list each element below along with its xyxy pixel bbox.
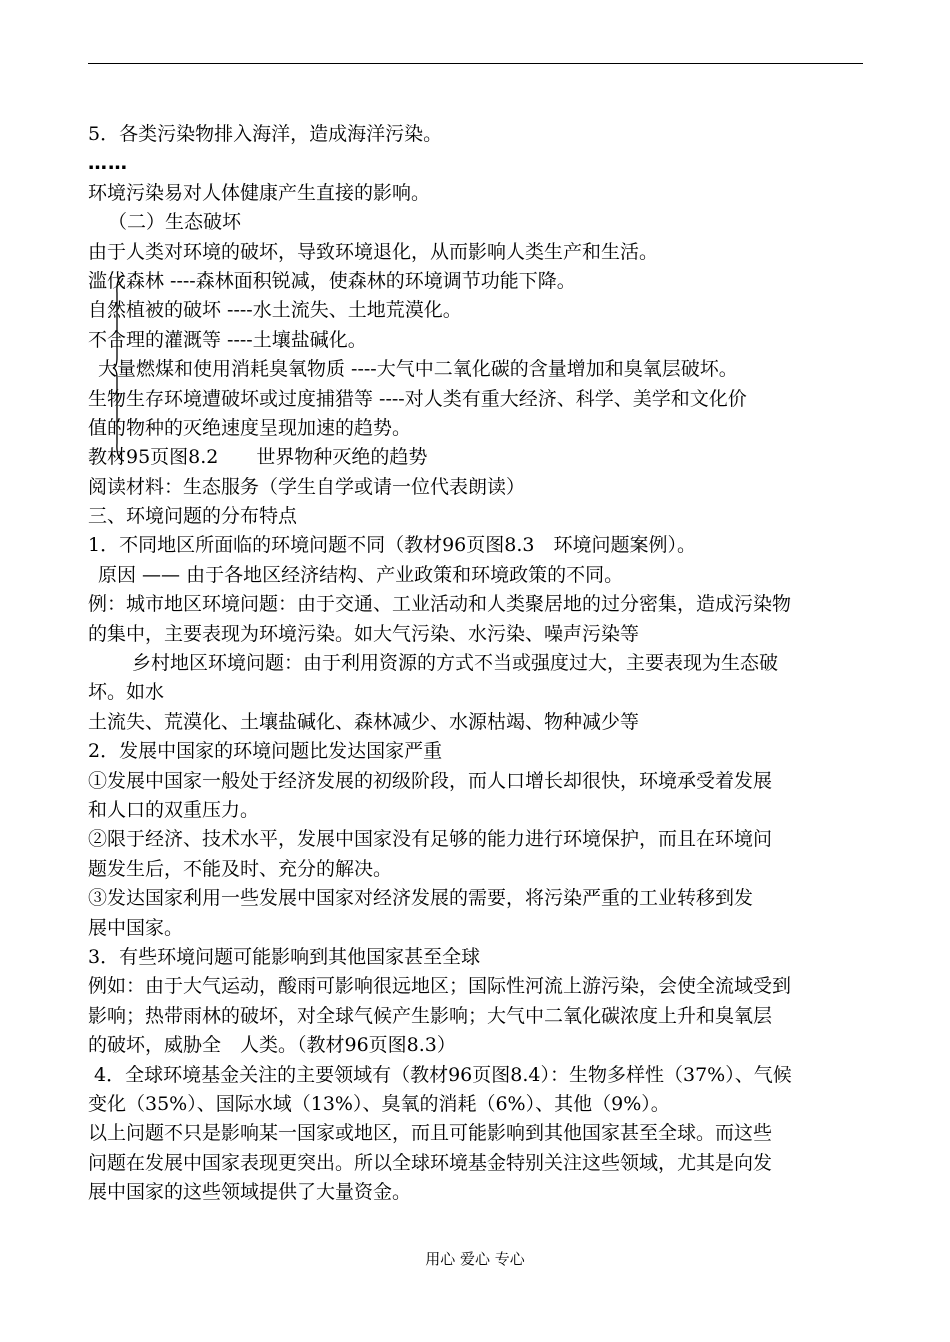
text-line: ②限于经济、技术水平，发展中国家没有足够的能力进行环境保护，而且在环境问 — [88, 828, 773, 851]
page-footer: 用心 爱心 专心 — [425, 1250, 525, 1268]
text-line: 展中国家的这些领域提供了大量资金。 — [88, 1181, 412, 1204]
text-line: 原因 —— 由于各地区经济结构、产业政策和环境政策的不同。 — [98, 563, 624, 586]
text-line: 的破坏，威胁全 人类。（教材96页图8.3） — [88, 1034, 456, 1057]
list-item: 大量燃煤和使用消耗臭氧物质 ----大气中二氧化碳的含量增加和臭氧层破坏。 — [98, 358, 738, 381]
text-line: 2．发展中国家的环境问题比发达国家严重 — [88, 740, 443, 763]
text-line: ①发展中国家一般处于经济发展的初级阶段，而人口增长却很快，环境承受着发展 — [88, 769, 773, 792]
text-line: 例：城市地区环境问题：由于交通、工业活动和人类聚居地的过分密集，造成污染物 — [88, 593, 792, 616]
text-line: 的集中，主要表现为环境污染。如大气污染、水污染、噪声污染等 — [88, 622, 640, 645]
text-line: 环境污染易对人体健康产生直接的影响。 — [88, 181, 431, 204]
text-line: 乡村地区环境问题：由于利用资源的方式不当或强度过大，主要表现为生态破 — [132, 652, 779, 675]
text-line: 3．有些环境问题可能影响到其他国家甚至全球 — [88, 945, 481, 968]
list-item: 自然植被的破坏 ----水土流失、土地荒漠化。 — [88, 299, 462, 322]
figure-reference: 教材95页图8.2 世界物种灭绝的趋势 — [88, 446, 428, 469]
text-line: 变化（35%）、国际水域（13%）、臭氧的消耗（6%）、其他（9%）。 — [88, 1092, 670, 1115]
section-heading: （二）生态破坏 — [108, 211, 242, 234]
text-line: 问题在发展中国家表现更突出。所以全球环境基金特别关注这些领域，尤其是向发 — [88, 1151, 773, 1174]
text-line: 展中国家。 — [88, 916, 184, 939]
text-line: 值的物种的灭绝速度呈现加速的趋势。 — [88, 416, 412, 439]
document-body — [88, 120, 863, 1207]
text-line: 和人口的双重压力。 — [88, 798, 260, 821]
list-item: 滥伐森林 ----森林面积锐减，使森林的环境调节功能下降。 — [88, 269, 576, 292]
text-line: 坏。如水 — [88, 681, 165, 704]
ellipsis-line: …… — [88, 152, 128, 175]
section-heading: 三、环境问题的分布特点 — [88, 505, 298, 528]
text-line: 1．不同地区所面临的环境问题不同（教材96页图8.3 环境问题案例）。 — [88, 534, 696, 557]
list-item: 生物生存环境遭破坏或过度捕猎等 ----对人类有重大经济、科学、美学和文化价 — [88, 387, 747, 410]
text-line: 影响；热带雨林的破坏，对全球气候产生影响；大气中二氧化碳浓度上升和臭氧层 — [88, 1004, 773, 1027]
text-line: 4．全球环境基金关注的主要领域有（教材96页图8.4）：生物多样性（37%）、气候 — [94, 1063, 792, 1086]
text-line: 例如：由于大气运动，酸雨可影响很远地区；国际性河流上游污染，会使全流域受到 — [88, 975, 792, 998]
text-line: 土流失、荒漠化、土壤盐碱化、森林减少、水源枯竭、物种减少等 — [88, 710, 640, 733]
text-line: 由于人类对环境的破坏，导致环境退化，从而影响人类生产和生活。 — [88, 240, 659, 263]
text-line: 题发生后，不能及时、充分的解决。 — [88, 857, 393, 880]
text-line: ③发达国家利用一些发展中国家对经济发展的需要，将污染严重的工业转移到发 — [88, 887, 754, 910]
text-line: 5．各类污染物排入海洋，造成海洋污染。 — [88, 123, 443, 145]
text-line: 阅读材料：生态服务（学生自学或请一位代表朗读） — [88, 475, 526, 498]
list-item: 不合理的灌溉等 ----土壤盐碱化。 — [88, 328, 367, 351]
header-rule — [88, 63, 863, 64]
text-line: 以上问题不只是影响某一国家或地区，而且可能影响到其他国家甚至全球。而这些 — [88, 1122, 773, 1145]
